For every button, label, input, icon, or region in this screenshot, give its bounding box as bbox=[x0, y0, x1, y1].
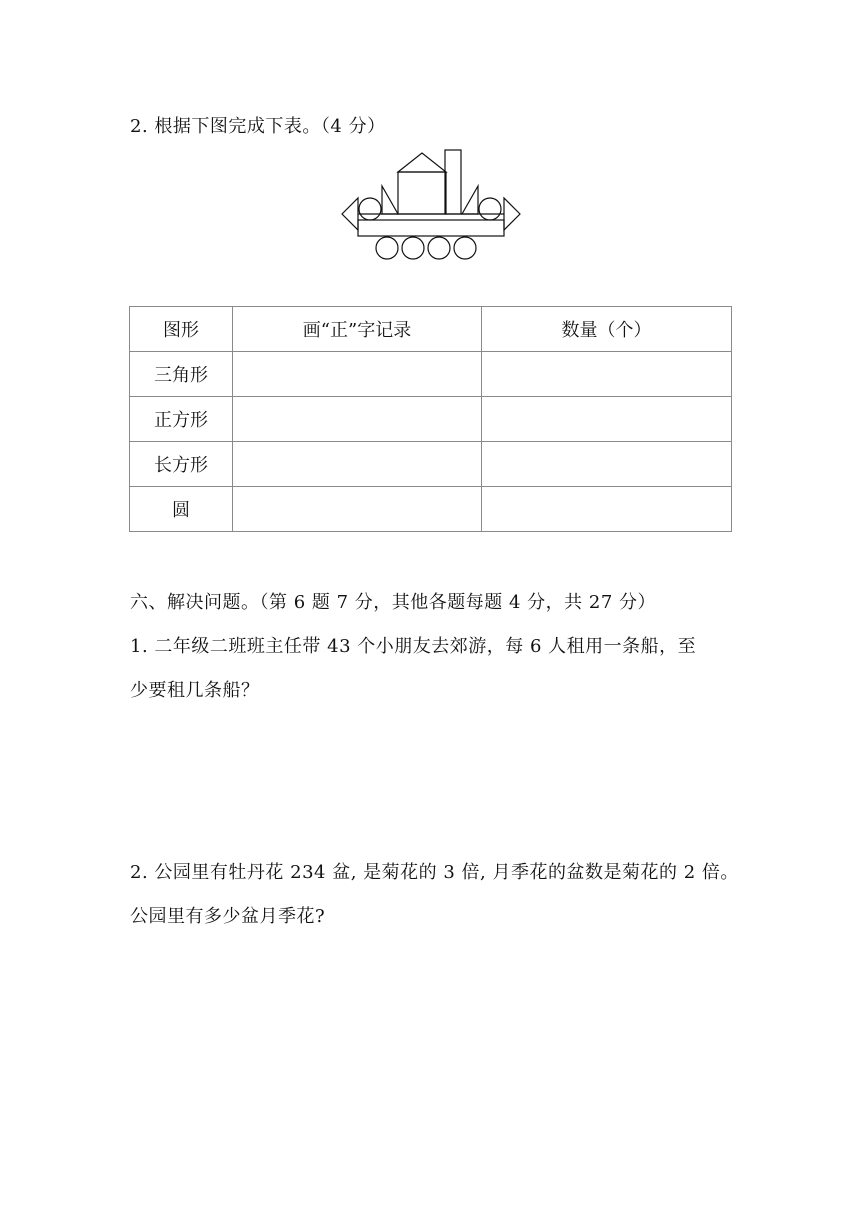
row-shape-label: 三角形 bbox=[130, 352, 233, 397]
row-shape-label: 长方形 bbox=[130, 442, 233, 487]
count-cell[interactable] bbox=[482, 397, 732, 442]
right-side-triangle bbox=[504, 198, 520, 230]
table-row bbox=[130, 397, 732, 442]
row-shape-label: 圆 bbox=[130, 487, 233, 532]
table-row bbox=[130, 487, 732, 532]
tally-cell[interactable] bbox=[233, 442, 482, 487]
shape-boat-figure-icon bbox=[338, 146, 524, 264]
right-small-triangle bbox=[462, 186, 478, 214]
wheel-circle-2 bbox=[402, 237, 424, 259]
cabin-square bbox=[398, 172, 446, 214]
header-tally: 画“正”字记录 bbox=[233, 307, 482, 352]
tally-cell[interactable] bbox=[233, 487, 482, 532]
row-shape-label: 正方形 bbox=[130, 397, 233, 442]
roof-triangle bbox=[398, 153, 446, 172]
count-cell[interactable] bbox=[482, 442, 732, 487]
header-count: 数量（个） bbox=[482, 307, 732, 352]
header-shape: 图形 bbox=[130, 307, 233, 352]
count-cell[interactable] bbox=[482, 352, 732, 397]
count-cell[interactable] bbox=[482, 487, 732, 532]
table-row bbox=[130, 352, 732, 397]
left-deck-circle bbox=[359, 198, 381, 220]
question-2-title: 2. 根据下图完成下表。（4 分） bbox=[130, 116, 386, 137]
mast-rectangle bbox=[445, 150, 461, 214]
wheel-circle-3 bbox=[428, 237, 450, 259]
hull-rectangle bbox=[358, 220, 504, 236]
left-side-triangle bbox=[342, 198, 358, 230]
table-row bbox=[130, 442, 732, 487]
problem-1-text-line-1: 1. 二年级二班班主任带 43 个小朋友去郊游，每 6 人租用一条船，至 bbox=[130, 636, 697, 657]
left-small-triangle bbox=[382, 186, 398, 214]
section-6-title: 六、解决问题。（第 6 题 7 分，其他各题每题 4 分，共 27 分） bbox=[130, 592, 657, 613]
problem-1-text-line-2: 少要租几条船？ bbox=[130, 680, 260, 701]
wheel-circle-1 bbox=[376, 237, 398, 259]
tally-cell[interactable] bbox=[233, 352, 482, 397]
wheel-circle-4 bbox=[454, 237, 476, 259]
right-deck-circle bbox=[479, 198, 501, 220]
tally-cell[interactable] bbox=[233, 397, 482, 442]
problem-2-text-line-1: 2. 公园里有牡丹花 234 盆, 是菊花的 3 倍, 月季花的盆数是菊花的 2 倍。 bbox=[130, 862, 739, 883]
problem-2-text-line-2: 公园里有多少盆月季花? bbox=[130, 906, 326, 927]
table-header-row bbox=[130, 307, 732, 352]
shape-count-table bbox=[129, 306, 732, 532]
